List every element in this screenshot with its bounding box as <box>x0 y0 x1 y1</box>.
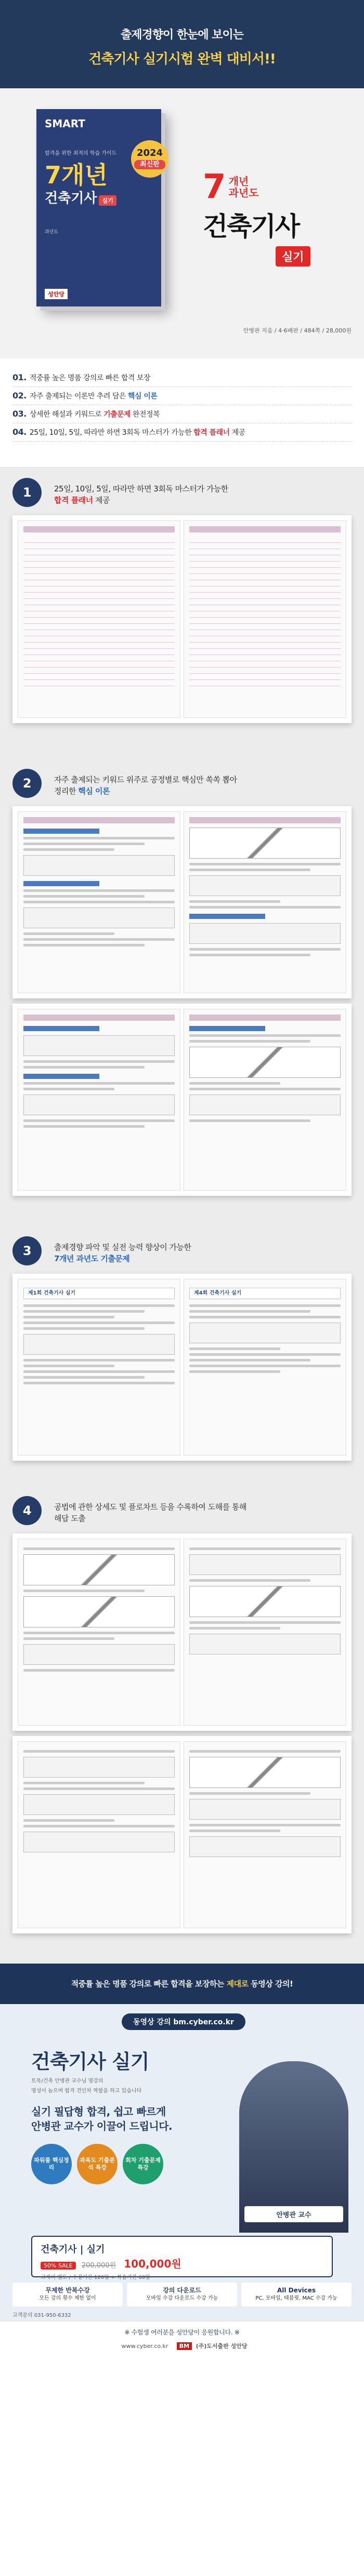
section-line1: 출제경향 파악 및 실전 능력 향상이 가능한 <box>54 1243 191 1252</box>
section-past-exams <box>0 1226 364 1486</box>
book-subtitle: 합격을 위한 최적의 학습 가이드 <box>45 151 117 156</box>
lecture-site-link[interactable]: 동영상 강의 bm.cyber.co.kr <box>122 2013 245 2030</box>
hero-section <box>0 0 364 358</box>
feature-highlight: 핵심 이론 <box>127 392 158 401</box>
ad-headline-line1: 실기 필답형 합격, 쉽고 빠르게 <box>31 2105 166 2118</box>
section-line2: 제공 <box>93 496 110 505</box>
section-highlight: 핵심 이론 <box>78 786 110 796</box>
brand-name: (주)도서출판 성안당 <box>196 2343 248 2350</box>
info-box <box>241 2283 352 2306</box>
ad-sub1: 토목/건축 안병관 교수님 명강의 <box>31 2078 103 2084</box>
headline-number-sub1: 개년 <box>228 175 249 188</box>
exam-page-title: 제1회 건축기사 실기 <box>23 1288 175 1299</box>
ad-feature-circle: 파워풀 핵심정리 <box>31 2144 72 2184</box>
feature-number: 03. <box>12 409 27 419</box>
lecture-ad <box>0 2004 364 2321</box>
video-lecture-banner <box>0 1964 364 2004</box>
theory-page <box>184 1009 346 1191</box>
edition-year: 2024 <box>136 148 163 158</box>
banner-text-post: 동영상 강의! <box>248 1979 293 1988</box>
hero-banner <box>0 0 364 88</box>
footer-note: ※ 수험생 여러분을 성안당이 응원합니다. ※ <box>124 2329 240 2336</box>
headline-number: 7 <box>203 168 226 206</box>
feature-highlight: 합격 플래너 <box>193 429 230 437</box>
section-theory <box>0 758 364 1226</box>
exam-page-title: 제4회 건축기사 실기 <box>189 1288 341 1299</box>
section-planner <box>0 468 364 758</box>
theory-page <box>18 1009 180 1191</box>
feature-text-post: 제공 <box>229 429 245 437</box>
price-note: 교재비 별도 / 수강기간 120일 + 복습기간 60일 <box>41 2275 150 2280</box>
contact-phone: 고객문의 031-950-6332 <box>12 2313 71 2318</box>
book-smart-label: SMART <box>45 117 85 130</box>
teacher-photo <box>239 2061 348 2233</box>
diagram-preview-spread-2 <box>12 1736 352 1933</box>
feature-number: 04. <box>12 427 27 437</box>
product-name: 건축기사 | 실기 <box>41 2244 105 2255</box>
section-line1: 자주 출제되는 키워드 위주로 공정별로 핵심만 쏙쏙 뽑아 <box>54 775 237 784</box>
feature-text: 25일, 10일, 5일, 따라만 하면 3회독 마스터가 가능한 <box>29 429 194 437</box>
planner-page-right <box>184 520 346 718</box>
info-body: PC, 모바일, 태블릿, MAC 수강 가능 <box>255 2295 337 2301</box>
book-cover-text <box>45 229 153 236</box>
theory-page <box>184 811 346 993</box>
edition-badge <box>131 140 168 178</box>
section-line2: 정리한 <box>54 786 79 796</box>
theory-preview-spread-2 <box>12 1004 352 1196</box>
ad-sub2: 명성이 높으며 합격 견인차 역할을 하고 있습니다 <box>31 2088 142 2094</box>
section-number-badge: 3 <box>12 1236 42 1265</box>
footer <box>0 2321 364 2357</box>
planner-page-left <box>18 520 180 718</box>
book-meta: 안병관 지음 / 4·6배판 / 484쪽 / 28,000원 <box>243 327 352 334</box>
hero-banner-line2: 건축기사 실기시험 완벽 대비서!! <box>88 51 276 67</box>
feature-number: 01. <box>12 372 27 382</box>
feature-list <box>0 358 364 468</box>
hero-headline <box>203 168 354 266</box>
theory-page <box>18 811 180 993</box>
diagram-page <box>18 1539 180 1726</box>
section-diagrams <box>0 1486 364 1964</box>
section-number-badge: 4 <box>12 1496 42 1525</box>
feature-text: 적중률 높은 명품 강의로 빠른 합격 보장 <box>29 374 150 382</box>
footer-url[interactable]: www.cyber.co.kr <box>121 2343 168 2350</box>
feature-item <box>12 387 352 405</box>
section-number-badge: 1 <box>12 478 42 507</box>
section-heading <box>12 1226 352 1274</box>
planner-preview-spread <box>12 515 352 723</box>
hero-banner-line1: 출제경향이 한눈에 보이는 <box>120 29 244 42</box>
info-body: 모든 강의 횟수 제한 없이 <box>39 2295 96 2301</box>
old-price: 200,000원 <box>81 2262 116 2270</box>
info-title: 강의 다운로드 <box>163 2287 201 2294</box>
exam-page <box>18 1279 180 1456</box>
exam-preview-spread <box>12 1274 352 1461</box>
headline-number-sub <box>229 176 259 198</box>
diagram-page <box>18 1741 180 1928</box>
book-publisher: 성안당 <box>45 289 68 299</box>
section-highlight: 합격 플래너 <box>54 496 93 505</box>
teacher-name: 안병관 교수 <box>244 2206 343 2222</box>
diagram-preview-spread-1 <box>12 1533 352 1731</box>
book-title-tag: 실기 <box>99 195 116 206</box>
exam-page <box>184 1279 346 1456</box>
section-number-badge: 2 <box>12 769 42 798</box>
headline-title: 건축기사 <box>203 211 300 242</box>
feature-text: 상세한 해설과 키워드로 <box>29 410 103 419</box>
headline-number-sub2: 과년도 <box>228 186 259 199</box>
ad-feature-circle: 과목도 기출분석 특강 <box>77 2144 118 2184</box>
price-card[interactable] <box>31 2236 333 2280</box>
book-cover <box>36 109 161 306</box>
section-highlight: 7개년 과년도 기출문제 <box>54 1254 130 1263</box>
book-number: 7개년 <box>45 161 108 189</box>
ad-info-row <box>12 2283 352 2306</box>
ad-headline-line2: 안병관 교수가 이끌어 드립니다. <box>31 2120 173 2132</box>
sale-badge: 50% SALE <box>41 2262 76 2270</box>
footer-links <box>0 2342 364 2350</box>
section-line1: 공법에 관한 상세도 및 플로차트 등을 수록하여 도해를 통해 <box>54 1502 246 1512</box>
feature-text: 자주 출제되는 이론만 추려 담은 <box>29 392 128 401</box>
info-title: 무제한 반복수강 <box>45 2287 90 2294</box>
section-heading <box>12 468 352 515</box>
diagram-page <box>184 1741 346 1928</box>
theory-preview-spread-1 <box>12 806 352 998</box>
banner-highlight: 제대로 <box>226 1979 249 1988</box>
feature-number: 02. <box>12 391 27 401</box>
ad-feature-circle: 회차 기출문제 특강 <box>123 2144 163 2184</box>
book-title <box>45 188 153 207</box>
feature-text-post: 완전정복 <box>131 410 160 419</box>
ad-title: 건축기사 실기 <box>31 2050 149 2073</box>
section-line1: 25일, 10일, 5일, 따라만 하면 3회독 마스터가 가능한 <box>54 484 228 493</box>
feature-highlight: 기출문제 <box>103 410 131 419</box>
info-title: All Devices <box>277 2287 316 2294</box>
section-line2: 해답 도출 <box>54 1514 86 1523</box>
book-title-text: 건축기사 <box>45 191 97 206</box>
section-heading <box>12 758 352 806</box>
info-body: 모바일 수강 다운로드 수강 가능 <box>146 2295 218 2301</box>
section-heading <box>12 1486 352 1533</box>
headline-tag: 실기 <box>276 246 310 266</box>
banner-text: 적중률 높은 명품 강의로 빠른 합격을 보장하는 <box>71 1979 227 1988</box>
info-box <box>12 2283 123 2306</box>
info-box <box>127 2283 237 2306</box>
book-number-sub: 과년도 <box>45 230 59 235</box>
diagram-page <box>184 1539 346 1726</box>
new-price: 100,000원 <box>124 2258 181 2270</box>
feature-item <box>12 369 352 387</box>
feature-item <box>12 423 352 442</box>
edition-tag: 최신판 <box>134 160 165 169</box>
brand-badge: BM <box>177 2342 192 2350</box>
feature-item <box>12 405 352 423</box>
